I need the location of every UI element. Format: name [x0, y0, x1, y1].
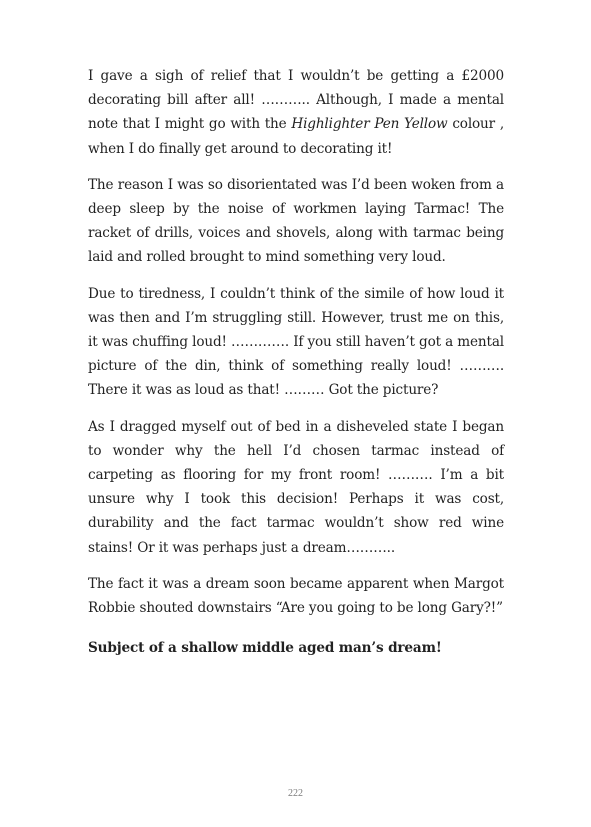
- paragraph-relief-text-end: colour , when I do finally get around to decorating it!: [88, 116, 504, 157]
- paragraph-tarmac: As I dragged myself out of bed in a disheveled state I began to wonder why the hell I’d chosen tarmac instead of carpeting as flooring for my front room! ………. I’m a bit unsure why I took this decision! Perhaps it was cost, durability and the fact tarmac wouldn’t show red wine stains! Or it was perhaps just a dream………..: [88, 418, 504, 556]
- paragraph-relief-text-start: I gave a sigh of relief that I wouldn’t be getting a £2000 decorating bill after all! ……….. Although, I made a mental note that I might go with the: [88, 68, 504, 133]
- paragraph-loud: Due to tiredness, I couldn’t think of the simile of how loud it was then and I’m struggling still. However, trust me on this, it was chuffing loud! …………. If you still haven’t got a mental picture of the din, think of something really loud! ………. There it was as loud as that! ……… Got the picture?: [88, 285, 504, 399]
- paint-colour-name: Highlighter Pen Yellow: [291, 116, 448, 133]
- page-body: [88, 64, 504, 672]
- paragraph-relief: [88, 64, 504, 161]
- paragraph-dream: The fact it was a dream soon became apparent when Margot Robbie shouted downstairs “Are you going to be long Gary?!”: [88, 575, 504, 617]
- closing-line: Subject of a shallow middle aged man’s dream!: [88, 640, 442, 657]
- page-number: 222: [288, 788, 303, 799]
- paragraph-disorientated: The reason I was so disorientated was I’d been woken from a deep sleep by the noise of workmen laying Tarmac! The racket of drills, voices and shovels, along with tarmac being laid and rolled brought to mind something very loud.: [88, 176, 504, 266]
